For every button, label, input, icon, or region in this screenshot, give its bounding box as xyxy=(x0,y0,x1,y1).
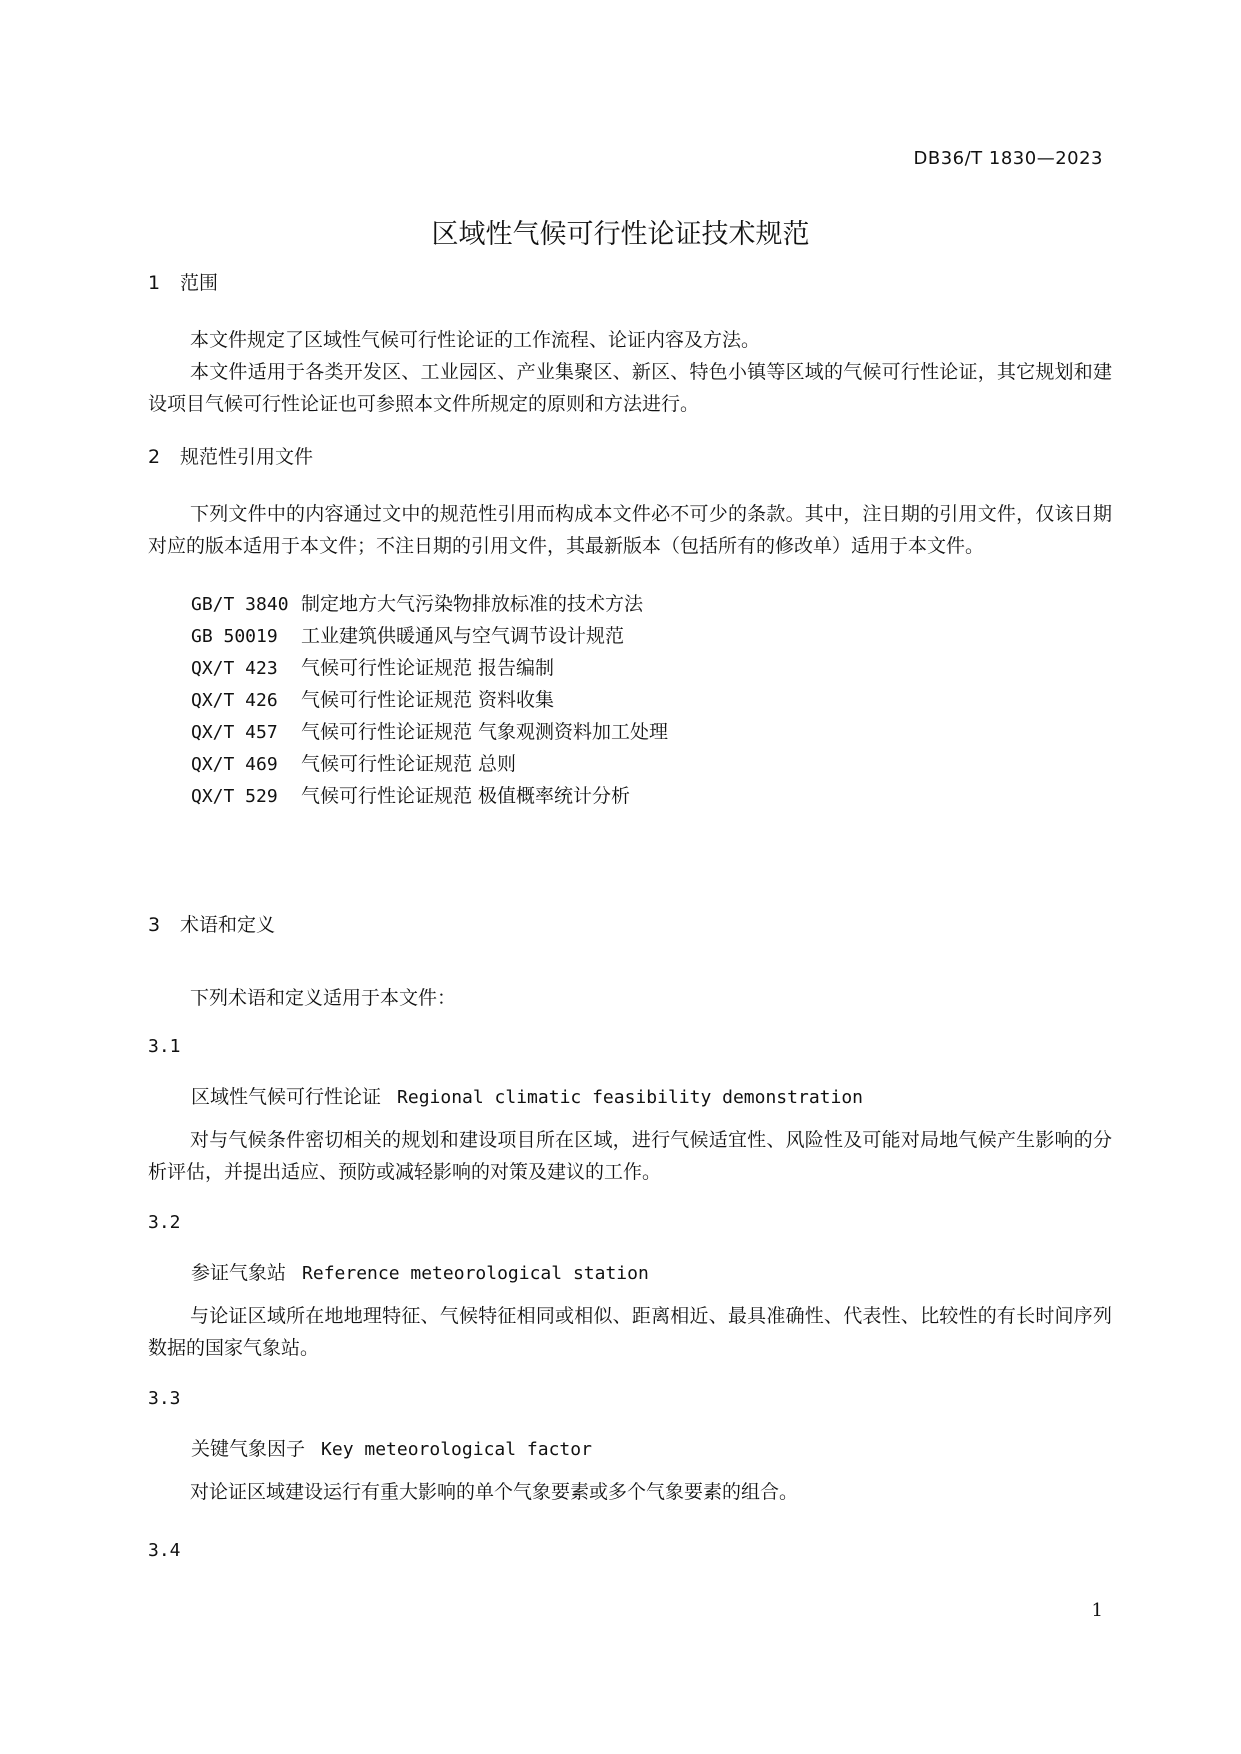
term-definition: 对论证区域建设运行有重大影响的单个气象要素或多个气象要素的组合。 xyxy=(190,1481,799,1503)
term-number: 3.2 xyxy=(148,1212,181,1233)
reference-code: QX/T 469 xyxy=(191,754,278,775)
reference-item xyxy=(191,652,554,685)
reference-name: 气候可行性论证规范 资料收集 xyxy=(301,689,555,711)
reference-item xyxy=(191,684,554,717)
page-number: 1 xyxy=(1091,1600,1103,1621)
reference-name: 气候可行性论证规范 气象观测资料加工处理 xyxy=(301,721,669,743)
term-number: 3.4 xyxy=(148,1540,181,1561)
reference-code: QX/T 423 xyxy=(191,658,278,679)
section-heading-1 xyxy=(148,268,218,295)
term-heading xyxy=(191,1258,649,1285)
term-heading xyxy=(191,1082,863,1109)
term-cn: 关键气象因子 xyxy=(191,1438,306,1460)
paragraph: 本文件规定了区域性气候可行性论证的工作流程、论证内容及方法。 xyxy=(190,329,761,351)
paragraph: 本文件适用于各类开发区、工业园区、产业集聚区、新区、特色小镇等区域的气候可行性论证，其它规划和建设项目气候可行性论证也可参照本文件所规定的原则和方法进行。 xyxy=(148,361,1112,415)
paragraph: 下列文件中的内容通过文中的规范性引用而构成本文件必不可少的条款。其中，注日期的引用文件，仅该日期对应的版本适用于本文件；不注日期的引用文件，其最新版本（包括所有的修改单）适用于本文件。 xyxy=(148,503,1112,557)
section-heading-3 xyxy=(148,910,275,937)
section-number: 2 xyxy=(148,446,161,468)
reference-code: QX/T 457 xyxy=(191,722,278,743)
reference-name: 制定地方大气污染物排放标准的技术方法 xyxy=(301,593,644,615)
term-en: Regional climatic feasibility demonstration xyxy=(397,1087,864,1108)
section-heading-2 xyxy=(148,442,313,469)
reference-name: 工业建筑供暖通风与空气调节设计规范 xyxy=(301,625,625,647)
reference-item xyxy=(191,620,624,653)
term-definition: 对与气候条件密切相关的规划和建设项目所在区域，进行气候适宜性、风险性及可能对局地气候产生影响的分析评估，并提出适应、预防或减轻影响的对策及建议的工作。 xyxy=(148,1129,1112,1183)
term-cn: 参证气象站 xyxy=(191,1262,287,1284)
reference-item xyxy=(191,748,516,781)
section-title: 范围 xyxy=(180,272,219,294)
reference-name: 气候可行性论证规范 总则 xyxy=(301,753,517,775)
document-code: DB36/T 1830—2023 xyxy=(913,148,1103,169)
reference-code: GB/T 3840 xyxy=(191,594,289,615)
term-number: 3.1 xyxy=(148,1036,181,1057)
section-number: 3 xyxy=(148,914,161,936)
section-title: 术语和定义 xyxy=(180,914,276,936)
term-definition: 与论证区域所在地地理特征、气候特征相同或相似、距离相近、最具准确性、代表性、比较性的有长时间序列数据的国家气象站。 xyxy=(148,1305,1112,1359)
paragraph: 下列术语和定义适用于本文件： xyxy=(190,987,457,1009)
reference-name: 气候可行性论证规范 报告编制 xyxy=(301,657,555,679)
section-number: 1 xyxy=(148,272,161,294)
term-en: Key meteorological factor xyxy=(321,1439,592,1460)
reference-code: GB 50019 xyxy=(191,626,278,647)
reference-item xyxy=(191,716,668,749)
reference-code: QX/T 529 xyxy=(191,786,278,807)
reference-code: QX/T 426 xyxy=(191,690,278,711)
term-heading xyxy=(191,1434,592,1461)
reference-item xyxy=(191,780,630,813)
document-title: 区域性气候可行性论证技术规范 xyxy=(431,219,810,250)
term-number: 3.3 xyxy=(148,1388,181,1409)
section-title: 规范性引用文件 xyxy=(180,446,314,468)
term-en: Reference meteorological station xyxy=(302,1263,649,1284)
reference-item xyxy=(191,588,643,621)
reference-name: 气候可行性论证规范 极值概率统计分析 xyxy=(301,785,631,807)
term-cn: 区域性气候可行性论证 xyxy=(191,1086,382,1108)
